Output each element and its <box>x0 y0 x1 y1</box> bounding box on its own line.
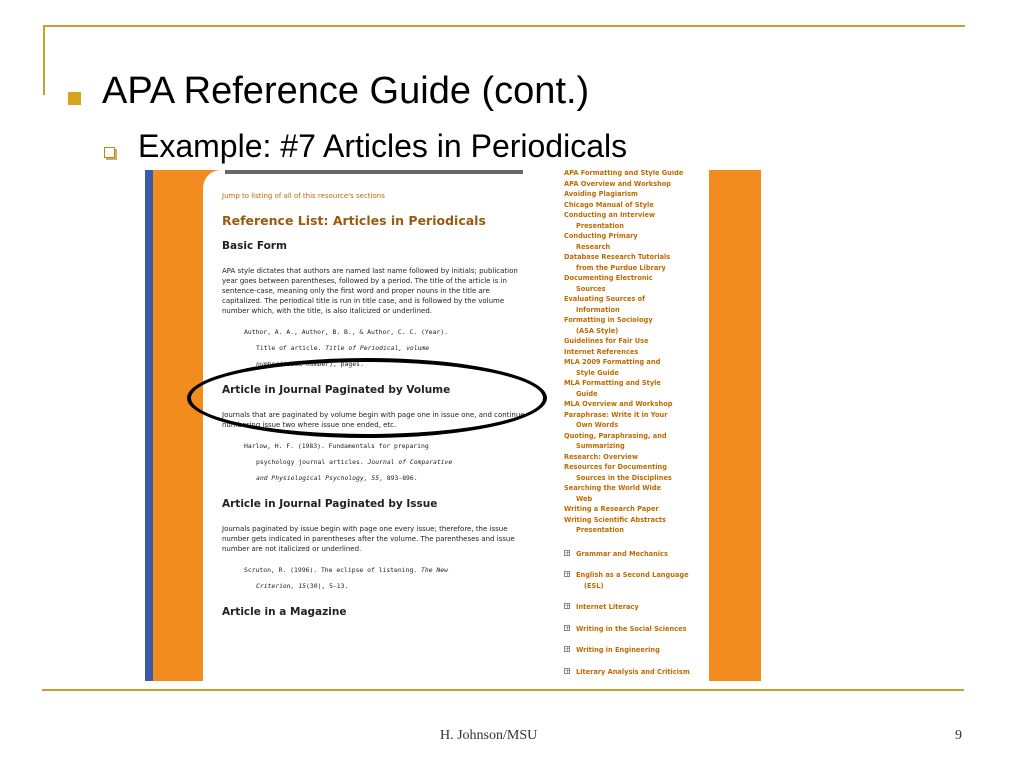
expand-plus-icon[interactable]: + <box>565 624 571 632</box>
sidebar-link[interactable] <box>564 357 704 378</box>
ref-italic: The New <box>421 566 448 574</box>
section-title: Reference List: Articles in Periodicals <box>222 213 486 228</box>
sidebar-link-label-cont: Sources in the Disciplines <box>576 473 672 482</box>
sidebar-link[interactable] <box>564 399 704 410</box>
sidebar-link-label: Evaluating Sources of <box>564 295 646 303</box>
sidebar-link[interactable] <box>564 483 704 504</box>
sidebar-category-label: Internet Literacy <box>576 603 639 611</box>
by-issue-reference <box>222 562 527 594</box>
sidebar-link-label: Resources for Documenting <box>564 463 667 471</box>
highlight-ellipse <box>187 358 547 438</box>
sidebar-link[interactable] <box>564 515 704 536</box>
sidebar-link[interactable] <box>564 189 704 200</box>
expand-plus-icon[interactable]: + <box>565 603 571 610</box>
by-issue-heading: Article in Journal Paginated by Issue <box>222 498 438 510</box>
magazine-heading: Article in a Magazine <box>222 606 347 618</box>
sidebar-link-label: Conducting an Interview <box>564 211 656 219</box>
sidebar-category[interactable] <box>564 645 704 656</box>
sidebar-link[interactable] <box>564 200 704 211</box>
sidebar-link-label-cont: Summarizing <box>576 442 625 450</box>
sidebar-link-label: APA Overview and Workshop <box>564 179 672 188</box>
sidebar-link-label-cont: Guide <box>576 389 598 398</box>
sidebar-category[interactable] <box>564 667 704 678</box>
by-issue-text: Journals paginated by issue begin with page one every issue; therefore, the issue number gets indicated in parentheses after the volume. The parentheses and issue number are not italicized or underlined. <box>222 525 515 553</box>
sidebar-link[interactable] <box>564 294 704 315</box>
sidebar-link-label-cont: Research <box>576 242 611 251</box>
sidebar-link[interactable] <box>564 504 704 515</box>
ref-line: Title of article. <box>256 344 326 352</box>
expand-plus-icon[interactable]: + <box>565 549 571 557</box>
sidebar-link-label-cont: Information <box>576 305 620 314</box>
sidebar-link[interactable] <box>564 347 704 358</box>
sidebar-link-label: Avoiding Plagiarism <box>564 190 638 198</box>
sidebar-link[interactable] <box>564 431 704 452</box>
slide-heading-bullet: APA Reference Guide (cont.) <box>102 70 590 112</box>
ref-italic: number <box>256 360 280 368</box>
ref-line: Harlow, H. F. (1983). Fundamentals for preparing <box>244 442 429 450</box>
sidebar-link-label: Writing a Research Paper <box>564 505 659 513</box>
expand-plus-icon[interactable]: + <box>565 571 571 578</box>
footer-author: H. Johnson/MSU <box>440 728 538 743</box>
sidebar-category-label: Grammar and Mechanics <box>576 549 668 558</box>
sidebar-category[interactable] <box>564 570 704 591</box>
sidebar-link-label: Research: Overview <box>564 452 638 461</box>
sidebar-link[interactable] <box>564 210 704 231</box>
sidebar-link[interactable] <box>564 273 704 294</box>
expand-plus-icon[interactable]: + <box>565 667 571 675</box>
sidebar-link[interactable] <box>564 378 704 399</box>
ref-italic: Journal of Comparative <box>367 458 453 466</box>
ref-italic: Criterion, 15 <box>256 582 307 590</box>
sidebar-link-label: Writing Scientific Abstracts <box>564 515 666 524</box>
sidebar-nav <box>564 170 704 677</box>
basic-form-heading: Basic Form <box>222 240 287 252</box>
blue-side-strip <box>145 170 153 681</box>
sidebar-category[interactable] <box>564 602 704 613</box>
ref-line: , 893-896. <box>379 474 418 482</box>
sidebar-link-label: Searching the World Wide <box>564 484 661 492</box>
slide-bottom-rule <box>42 689 964 691</box>
sidebar-link[interactable] <box>564 336 704 347</box>
sidebar-link-list <box>564 170 704 536</box>
top-nav-bar <box>225 170 523 174</box>
basic-form-text: APA style dictates that authors are named last name followed by initials; publication year goes between parentheses, followed by a period. The title of the article is in sentence-case, meaning only the first word and proper nouns in the title are capitalized. The periodical title is run in title case, and is followed by the volume number which, with the title, is also italicized or underlined. <box>222 267 518 315</box>
sidebar-link-label-cont: Web <box>576 494 593 503</box>
sidebar-link-label: Internet References <box>564 347 639 356</box>
ref-italic: Title of Periodical, volume <box>325 344 430 352</box>
sidebar-link-label: Guidelines for Fair Use <box>564 337 649 345</box>
slide-top-rule <box>45 25 965 27</box>
sidebar-category-label: Writing in the Social Sciences <box>576 624 687 633</box>
sidebar-category[interactable] <box>564 549 704 560</box>
sidebar-link-label-cont: Presentation <box>576 221 624 230</box>
sidebar-link-label-cont: Sources <box>576 284 606 293</box>
sidebar-link-label: Conducting Primary <box>564 232 638 240</box>
sidebar-link[interactable] <box>564 252 704 273</box>
sidebar-link-label: Quoting, Paraphrasing, and <box>564 431 667 440</box>
ref-line: Author, A. A., Author, B. B., & Author, C. C. (Year). <box>244 328 448 336</box>
sidebar-category[interactable] <box>564 624 704 635</box>
by-volume-reference <box>222 438 527 486</box>
sidebar-link[interactable] <box>564 462 704 483</box>
sidebar-link-label: MLA Overview and Workshop <box>564 400 673 408</box>
by-volume-text: Journals that are paginated by volume begin with page one in issue one, and continue numbering issue two where issue one ended, etc. <box>222 411 525 429</box>
sidebar-category-label-cont: (ESL) <box>584 581 604 590</box>
page-number: 9 <box>955 728 962 743</box>
hollow-square-bullet-icon <box>104 147 115 158</box>
sidebar-link[interactable] <box>564 410 704 431</box>
sidebar-link[interactable] <box>564 452 704 463</box>
expand-plus-icon[interactable]: + <box>565 646 571 653</box>
sidebar-category-label: Writing in Engineering <box>576 646 660 654</box>
sidebar-link-label-cont: Style Guide <box>576 368 619 377</box>
sidebar-link-label: APA Formatting and Style Guide <box>564 170 684 177</box>
sidebar-link[interactable] <box>564 179 704 190</box>
by-volume-heading: Article in Journal Paginated by Volume <box>222 384 451 396</box>
sidebar-link-label: MLA 2009 Formatting and <box>564 358 661 366</box>
sidebar-link-label: MLA Formatting and Style <box>564 379 661 387</box>
slide-subheading-bullet: Example: #7 Articles in Periodicals <box>138 128 628 164</box>
orange-side-strip <box>153 170 203 681</box>
sidebar-link-label-cont: from the Purdue Library <box>576 263 666 272</box>
sidebar-category-list <box>564 549 704 678</box>
sidebar-link-label: Paraphrase: Write it in Your <box>564 410 668 419</box>
sidebar-link-label: Documenting Electronic <box>564 274 653 282</box>
ref-italic: and Physiological Psychology, 55 <box>256 474 380 482</box>
sidebar-link-label-cont: Presentation <box>576 526 624 534</box>
square-bullet-icon <box>68 92 81 105</box>
sidebar-link-label: Database Research Tutorials <box>564 253 671 261</box>
sidebar-link[interactable] <box>564 315 704 336</box>
sidebar-link[interactable] <box>564 231 704 252</box>
sidebar-link-label-cont: Own Words <box>576 421 619 429</box>
ref-line: (30), 5-13. <box>306 582 349 590</box>
sidebar-link[interactable] <box>564 170 704 179</box>
jump-link[interactable]: Jump to listing of all of this resource's sections <box>222 192 385 200</box>
slide-left-rule <box>43 25 45 95</box>
ref-line: (issue number), pages. <box>279 360 364 368</box>
sidebar-link-label-cont: (ASA Style) <box>576 326 619 335</box>
sidebar-link-label: Formatting in Sociology <box>564 316 653 324</box>
sidebar-category-label: Literary Analysis and Criticism <box>576 667 690 676</box>
ref-line: psychology journal articles. <box>256 458 368 466</box>
sidebar-link-label: Chicago Manual of Style <box>564 200 654 209</box>
sidebar-category-label: English as a Second Language <box>576 571 689 579</box>
ref-line: Scruton, R. (1996). The eclipse of listening. <box>244 566 421 574</box>
